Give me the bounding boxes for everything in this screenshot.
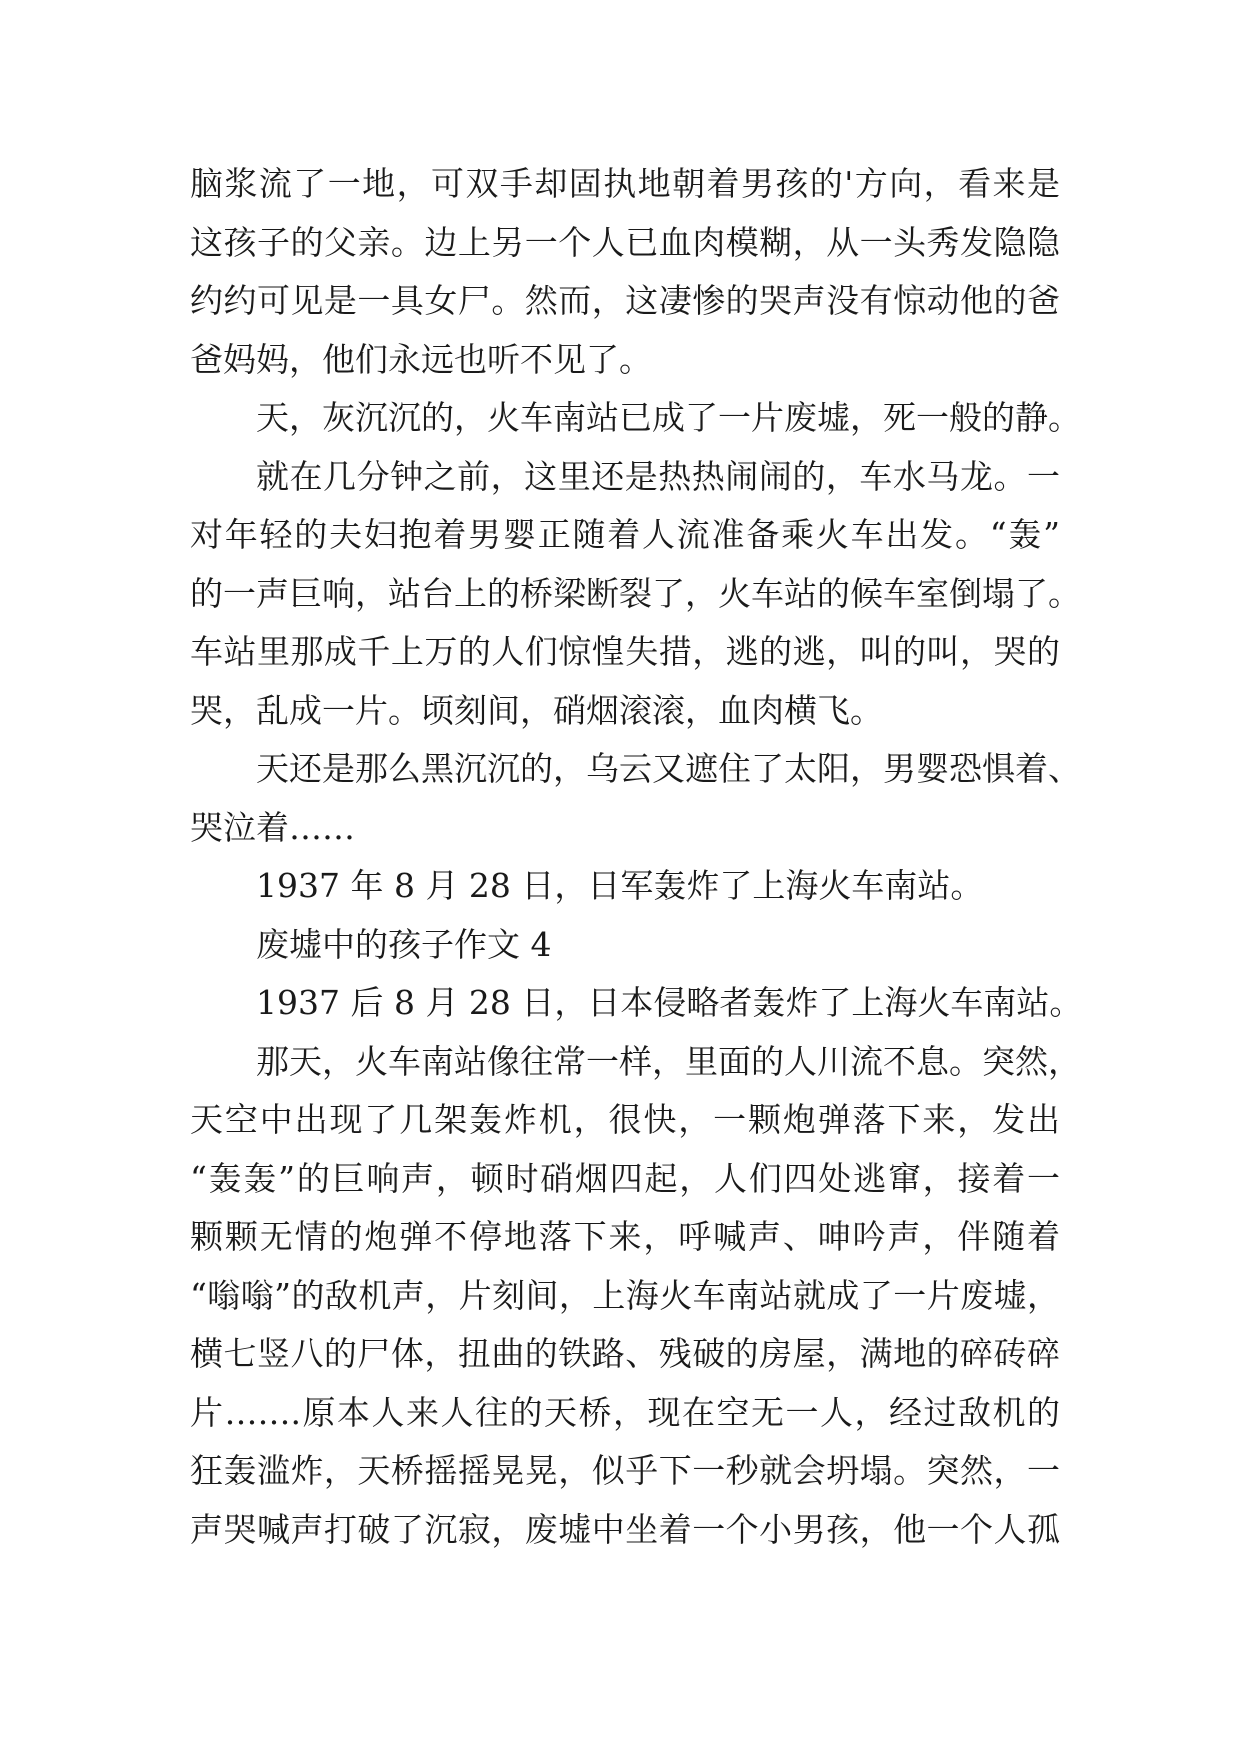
text-line: 车站里那成千上万的人们惊惶失措，逃的逃，叫的叫，哭的 [190, 632, 1060, 671]
text-line: 哭，乱成一片。顷刻间，硝烟滚滚，血肉横飞。 [190, 690, 883, 730]
paragraph-5 [190, 857, 1060, 916]
text-line: 这孩子的父亲。边上另一个人已血肉模糊，从一头秀发隐隐 [190, 222, 1060, 262]
section-heading [190, 916, 1060, 975]
text-line: 爸妈妈，他们永远也听不见了。 [190, 339, 652, 379]
text-line: 声哭喊声打破了沉寂，废墟中坐着一个小男孩，他一个人孤 [190, 1509, 1060, 1549]
text-line: 对年轻的夫妇抱着男婴正随着人流准备乘火车出发。“轰” [190, 515, 1060, 554]
paragraph-2 [190, 389, 1081, 448]
text-line: 那天，火车南站像往常一样，里面的人川流不息。突然， [256, 1041, 1081, 1081]
text-line: 1937 年 8 月 28 日，日军轰炸了上海火车南站。 [256, 866, 984, 905]
text-line: 就在几分钟之前，这里还是热热闹闹的，车水马龙。一 [256, 456, 1060, 496]
paragraph-1 [190, 155, 1060, 389]
text-line: 脑浆流了一地，可双手却固执地朝着男孩的'方向，看来是 [190, 164, 1060, 203]
text-line: 天，灰沉沉的，火车南站已成了一片废墟，死一般的静。 [256, 398, 1081, 437]
paragraph-3 [190, 448, 1081, 741]
text-line: 天空中出现了几架轰炸机，很快，一颗炮弹落下来，发出 [190, 1100, 1060, 1139]
text-line: 哭泣着…… [190, 807, 355, 847]
paragraph-7 [190, 974, 1083, 1033]
paragraph-4 [190, 740, 1081, 857]
text-line: “轰轰”的巨响声，顿时硝烟四起，人们四处逃窜，接着一 [190, 1158, 1060, 1198]
document-page [190, 155, 1083, 1559]
text-line: 狂轰滥炸，天桥摇摇晃晃，似乎下一秒就会坍塌。突然，一 [190, 1451, 1060, 1490]
text-line: 片…….原本人来人往的天桥，现在空无一人，经过敌机的 [190, 1392, 1060, 1432]
heading-line: 废墟中的孩子作文 4 [256, 924, 552, 964]
text-line: 天还是那么黑沉沉的，乌云又遮住了太阳，男婴恐惧着、 [256, 749, 1081, 788]
text-line: 1937 后 8 月 28 日，日本侵略者轰炸了上海火车南站。 [256, 983, 1083, 1022]
text-line: 的一声巨响，站台上的桥梁断裂了，火车站的候车室倒塌了。 [190, 573, 1081, 613]
text-line: 横七竖八的尸体，扭曲的铁路、残破的房屋，满地的碎砖碎 [190, 1334, 1060, 1373]
text-line: “嗡嗡”的敌机声，片刻间，上海火车南站就成了一片废墟， [190, 1275, 1060, 1315]
paragraph-8 [190, 1033, 1081, 1560]
text-line: 颗颗无情的炮弹不停地落下来，呼喊声、呻吟声，伴随着 [190, 1217, 1060, 1256]
text-line: 约约可见是一具女尸。然而，这凄惨的哭声没有惊动他的爸 [190, 281, 1060, 320]
